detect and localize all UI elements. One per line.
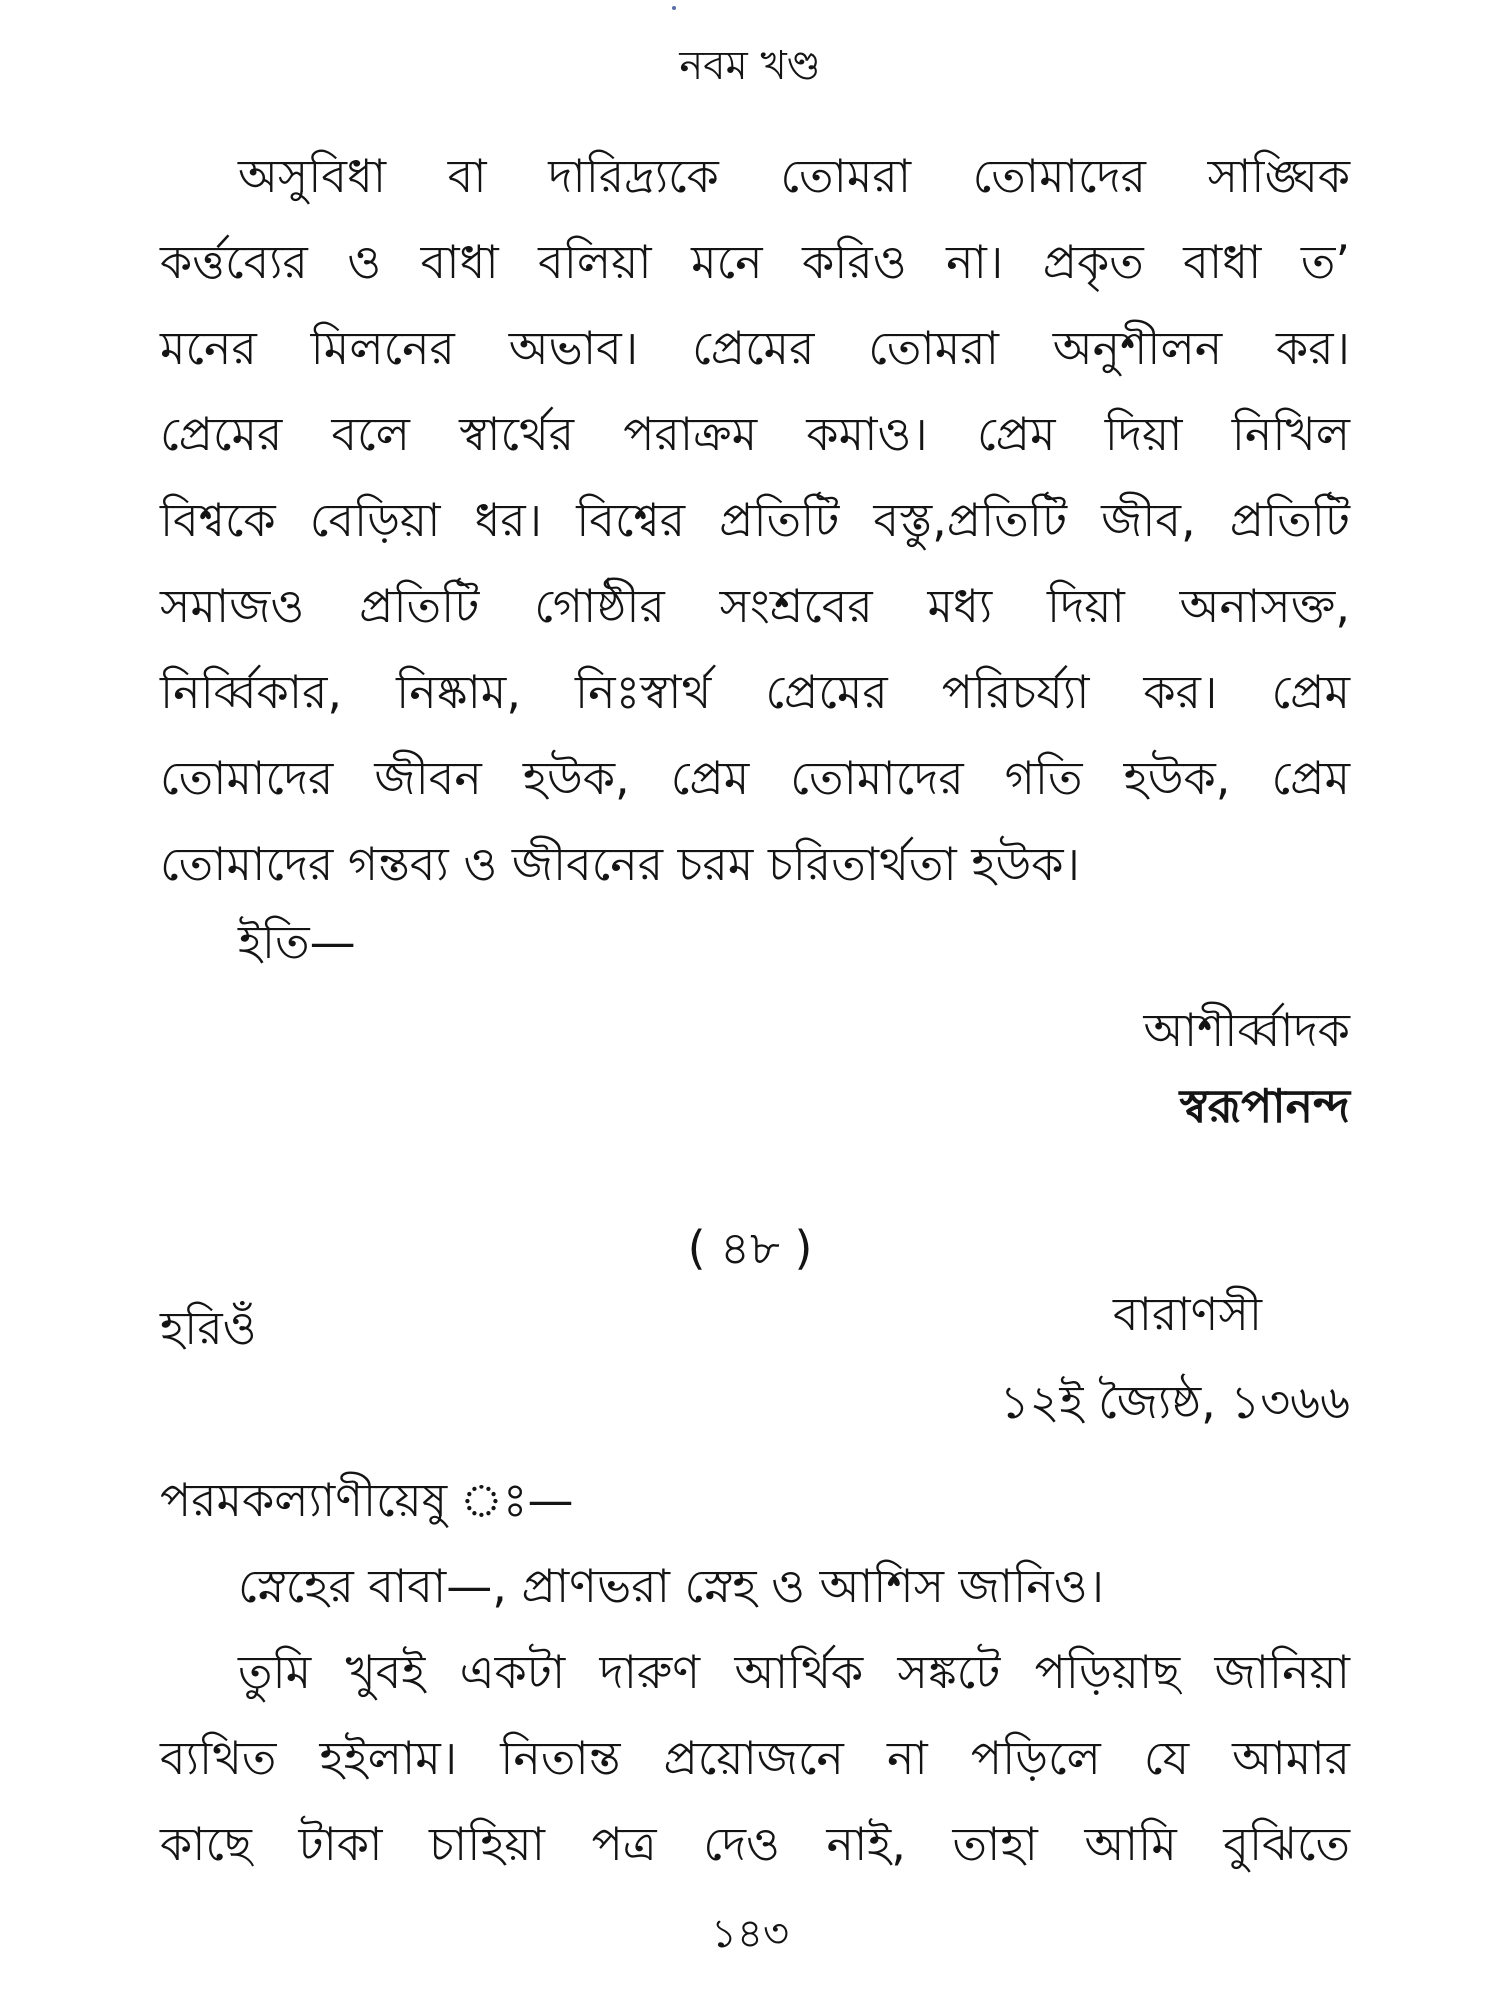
signature: স্বরূপানন্দ [1179, 1079, 1350, 1133]
salutation-top: হরিওঁ [160, 1301, 257, 1355]
paragraph-line: বিশ্বকে বেড়িয়া ধর। বিশ্বের প্রতিটি বস্তু,প্রতিটি জীব, প্রতিটি [160, 493, 1350, 547]
paragraph-line: সমাজও প্রতিটি গোষ্ঠীর সংশ্রবের মধ্য দিয়া অনাসক্ত, [160, 579, 1350, 633]
letter-date: ১২ই জ্যৈষ্ঠ, ১৩৬৬ [999, 1375, 1350, 1429]
running-title: নবম খণ্ড [679, 43, 821, 89]
paragraph-line: কর্ত্তব্যের ও বাধা বলিয়া মনে করিও না। প্রকৃত বাধা ত’ [160, 235, 1350, 289]
paragraph-line: তুমি খুবই একটা দারুণ আর্থিক সঙ্কটে পড়িয়াছ জানিয়া [238, 1645, 1350, 1699]
paragraph-line: অসুবিধা বা দারিদ্র্যকে তোমরা তোমাদের সাঙ্ঘিক [238, 149, 1350, 203]
letter-number: ( ৪৮ ) [687, 1221, 813, 1275]
blessing-line: আশীর্ব্বাদক [1143, 1003, 1350, 1057]
page-number: ১৪৩ [711, 1911, 789, 1957]
paragraph-line: তোমাদের গন্তব্য ও জীবনের চরম চরিতার্থতা হউক। [160, 837, 1080, 891]
letter-place: বারাণসী [1113, 1287, 1262, 1341]
paragraph-line: ব্যথিত হইলাম। নিতান্ত প্রয়োজনে না পড়িলে যে আমার [160, 1731, 1350, 1785]
greeting-line: স্নেহের বাবা—, প্রাণভরা স্নেহ ও আশিস জানিও। [238, 1559, 1105, 1613]
addressee: পরমকল্যাণীয়েষু ঃ— [160, 1473, 574, 1527]
paragraph-line: প্রেমের বলে স্বার্থের পরাক্রম কমাও। প্রেম দিয়া নিখিল [160, 407, 1350, 461]
paragraph-line: মনের মিলনের অভাব। প্রেমের তোমরা অনুশীলন কর। [160, 321, 1350, 375]
paragraph-line: কাছে টাকা চাহিয়া পত্র দেও নাই, তাহা আমি বুঝিতে [160, 1817, 1350, 1871]
paragraph-line: তোমাদের জীবন হউক, প্রেম তোমাদের গতি হউক, প্রেম [160, 751, 1350, 805]
paragraph-line: নির্ব্বিকার, নিষ্কাম, নিঃস্বার্থ প্রেমের পরিচর্য্যা কর। প্রেম [160, 665, 1350, 719]
closing-word: ইতি— [238, 915, 356, 969]
ink-speck [672, 6, 676, 10]
